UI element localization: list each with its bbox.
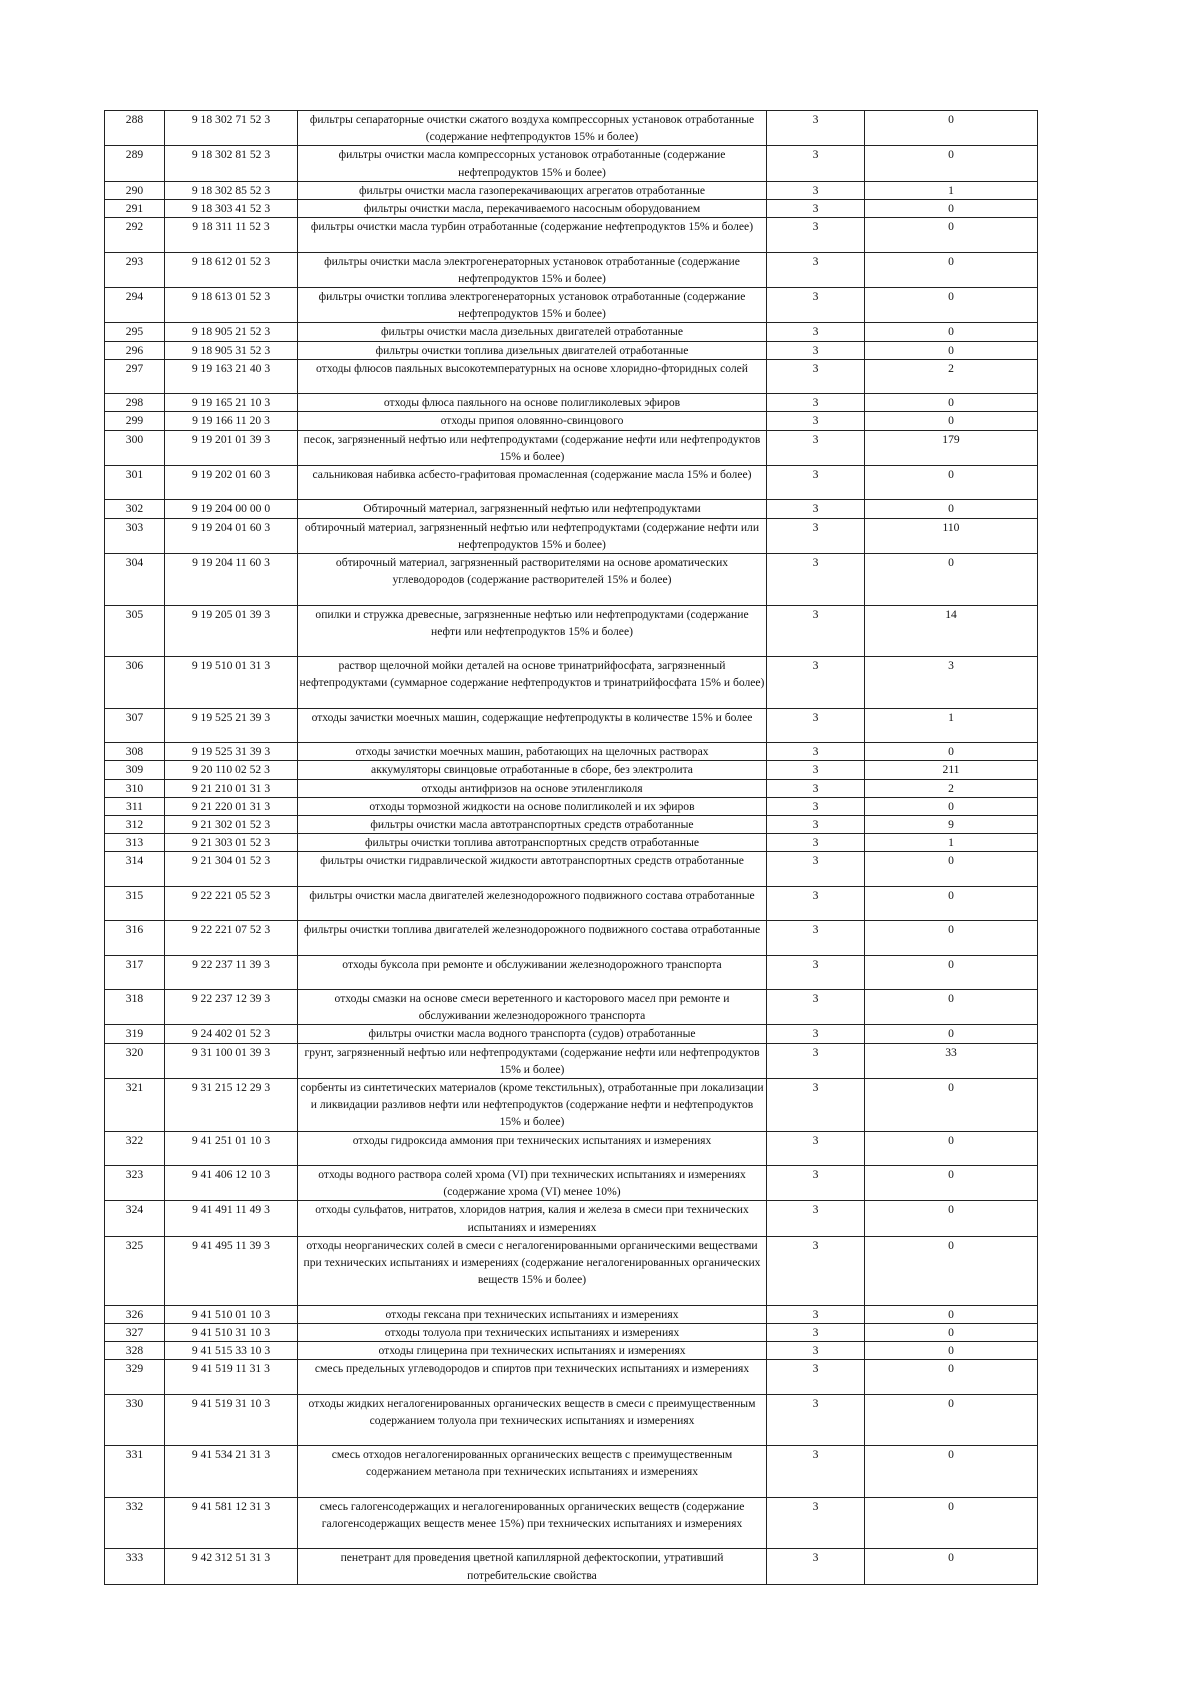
waste-code-cell: 9 19 163 21 40 3: [165, 359, 298, 393]
row-number-cell: 290: [105, 181, 165, 199]
table-row: [105, 989, 1038, 1024]
quantity-cell: 0: [865, 323, 1038, 341]
row-number-cell: 309: [105, 761, 165, 779]
table-row: [105, 708, 1038, 742]
row-number-cell: 324: [105, 1201, 165, 1236]
quantity-cell: 110: [865, 518, 1038, 553]
waste-code-cell: 9 18 311 11 52 3: [165, 218, 298, 252]
quantity-cell: 9: [865, 816, 1038, 834]
quantity-cell: 0: [865, 466, 1038, 500]
quantity-cell: 0: [865, 1025, 1038, 1043]
hazard-class-cell: 3: [767, 288, 865, 323]
quantity-cell: 0: [865, 886, 1038, 920]
waste-name-cell: обтирочный материал, загрязненный растворителями на основе ароматических углеводородов (содержание растворителей 15% и более): [298, 554, 767, 606]
row-number-cell: 327: [105, 1323, 165, 1341]
row-number-cell: 291: [105, 200, 165, 218]
waste-code-cell: 9 22 221 07 52 3: [165, 921, 298, 955]
quantity-cell: 14: [865, 605, 1038, 657]
table-row: [105, 500, 1038, 518]
waste-code-cell: 9 41 519 11 31 3: [165, 1360, 298, 1394]
hazard-class-cell: 3: [767, 1323, 865, 1341]
table-row: [105, 1079, 1038, 1132]
table-row: [105, 886, 1038, 920]
hazard-class-cell: 3: [767, 797, 865, 815]
row-number-cell: 313: [105, 834, 165, 852]
waste-code-cell: 9 19 166 11 20 3: [165, 412, 298, 430]
hazard-class-cell: 3: [767, 1394, 865, 1446]
waste-name-cell: смесь галогенсодержащих и негалогенированных органических веществ (содержание галогенсодержащих веществ менее 15%) при технических испытаниях и измерениях: [298, 1497, 767, 1549]
waste-code-cell: 9 21 303 01 52 3: [165, 834, 298, 852]
table-row: [105, 921, 1038, 955]
waste-code-cell: 9 19 510 01 31 3: [165, 657, 298, 709]
quantity-cell: 0: [865, 341, 1038, 359]
table-row: [105, 657, 1038, 709]
table-row: [105, 1201, 1038, 1236]
quantity-cell: 0: [865, 252, 1038, 287]
row-number-cell: 323: [105, 1166, 165, 1201]
hazard-class-cell: 3: [767, 500, 865, 518]
table-row: [105, 1446, 1038, 1498]
row-number-cell: 322: [105, 1131, 165, 1165]
hazard-class-cell: 3: [767, 779, 865, 797]
hazard-class-cell: 3: [767, 111, 865, 146]
row-number-cell: 296: [105, 341, 165, 359]
row-number-cell: 328: [105, 1342, 165, 1360]
waste-name-cell: фильтры очистки масла, перекачиваемого насосным оборудованием: [298, 200, 767, 218]
row-number-cell: 301: [105, 466, 165, 500]
waste-name-cell: фильтры очистки масла водного транспорта (судов) отработанные: [298, 1025, 767, 1043]
waste-code-cell: 9 21 210 01 31 3: [165, 779, 298, 797]
waste-code-cell: 9 41 510 01 10 3: [165, 1305, 298, 1323]
row-number-cell: 320: [105, 1043, 165, 1078]
hazard-class-cell: 3: [767, 1043, 865, 1078]
row-number-cell: 305: [105, 605, 165, 657]
quantity-cell: 0: [865, 1323, 1038, 1341]
quantity-cell: 0: [865, 1497, 1038, 1549]
hazard-class-cell: 3: [767, 852, 865, 886]
table-row: [105, 252, 1038, 287]
table-row: [105, 852, 1038, 886]
hazard-class-cell: 3: [767, 554, 865, 606]
table-row: [105, 323, 1038, 341]
quantity-cell: 0: [865, 554, 1038, 606]
quantity-cell: 0: [865, 1201, 1038, 1236]
hazard-class-cell: 3: [767, 1305, 865, 1323]
quantity-cell: 0: [865, 989, 1038, 1024]
row-number-cell: 333: [105, 1549, 165, 1584]
waste-code-cell: 9 18 302 85 52 3: [165, 181, 298, 199]
row-number-cell: 330: [105, 1394, 165, 1446]
row-number-cell: 319: [105, 1025, 165, 1043]
waste-table: [104, 110, 1038, 1585]
hazard-class-cell: 3: [767, 1236, 865, 1305]
hazard-class-cell: 3: [767, 1342, 865, 1360]
waste-name-cell: грунт, загрязненный нефтью или нефтепродуктами (содержание нефти или нефтепродуктов 15% и более): [298, 1043, 767, 1078]
hazard-class-cell: 3: [767, 955, 865, 989]
hazard-class-cell: 3: [767, 989, 865, 1024]
waste-code-cell: 9 19 204 01 60 3: [165, 518, 298, 553]
quantity-cell: 0: [865, 852, 1038, 886]
waste-code-cell: 9 31 215 12 29 3: [165, 1079, 298, 1132]
table-row: [105, 359, 1038, 393]
quantity-cell: 0: [865, 1236, 1038, 1305]
row-number-cell: 300: [105, 430, 165, 465]
waste-code-cell: 9 19 205 01 39 3: [165, 605, 298, 657]
waste-name-cell: обтирочный материал, загрязненный нефтью или нефтепродуктами (содержание нефти или нефтепродуктов 15% и более): [298, 518, 767, 553]
quantity-cell: 0: [865, 1446, 1038, 1498]
hazard-class-cell: 3: [767, 146, 865, 181]
waste-code-cell: 9 41 519 31 10 3: [165, 1394, 298, 1446]
waste-code-cell: 9 41 510 31 10 3: [165, 1323, 298, 1341]
table-row: [105, 816, 1038, 834]
waste-name-cell: песок, загрязненный нефтью или нефтепродуктами (содержание нефти или нефтепродуктов 15% и более): [298, 430, 767, 465]
hazard-class-cell: 3: [767, 252, 865, 287]
table-row: [105, 743, 1038, 761]
waste-name-cell: фильтры очистки масла автотранспортных средств отработанные: [298, 816, 767, 834]
waste-name-cell: фильтры очистки масла электрогенераторных установок отработанные (содержание нефтепродуктов 15% и более): [298, 252, 767, 287]
row-number-cell: 318: [105, 989, 165, 1024]
waste-code-cell: 9 18 612 01 52 3: [165, 252, 298, 287]
waste-code-cell: 9 42 312 51 31 3: [165, 1549, 298, 1584]
waste-code-cell: 9 19 204 00 00 0: [165, 500, 298, 518]
hazard-class-cell: 3: [767, 816, 865, 834]
table-row: [105, 834, 1038, 852]
waste-name-cell: отходы неорганических солей в смеси с негалогенированными органическими веществами при технических испытаниях и измерениях (содержание негалогенированных органических веществ 15% и более): [298, 1236, 767, 1305]
waste-code-cell: 9 18 905 31 52 3: [165, 341, 298, 359]
waste-code-cell: 9 41 515 33 10 3: [165, 1342, 298, 1360]
waste-name-cell: фильтры очистки топлива двигателей железнодорожного подвижного состава отработанные: [298, 921, 767, 955]
waste-name-cell: сальниковая набивка асбесто-графитовая промасленная (содержание масла 15% и более): [298, 466, 767, 500]
quantity-cell: 0: [865, 1166, 1038, 1201]
quantity-cell: 0: [865, 1360, 1038, 1394]
hazard-class-cell: 3: [767, 708, 865, 742]
quantity-cell: 211: [865, 761, 1038, 779]
table-row: [105, 1305, 1038, 1323]
waste-name-cell: отходы припоя оловянно-свинцового: [298, 412, 767, 430]
quantity-cell: 0: [865, 1342, 1038, 1360]
hazard-class-cell: 3: [767, 761, 865, 779]
hazard-class-cell: 3: [767, 323, 865, 341]
table-row: [105, 1025, 1038, 1043]
quantity-cell: 0: [865, 288, 1038, 323]
waste-code-cell: 9 18 303 41 52 3: [165, 200, 298, 218]
row-number-cell: 311: [105, 797, 165, 815]
quantity-cell: 0: [865, 743, 1038, 761]
waste-name-cell: фильтры очистки топлива автотранспортных средств отработанные: [298, 834, 767, 852]
table-row: [105, 1323, 1038, 1341]
quantity-cell: 0: [865, 1549, 1038, 1584]
table-row: [105, 412, 1038, 430]
waste-code-cell: 9 41 491 11 49 3: [165, 1201, 298, 1236]
quantity-cell: 0: [865, 797, 1038, 815]
waste-name-cell: пенетрант для проведения цветной капиллярной дефектоскопии, утративший потребительские свойства: [298, 1549, 767, 1584]
waste-name-cell: отходы антифризов на основе этиленгликоля: [298, 779, 767, 797]
row-number-cell: 294: [105, 288, 165, 323]
quantity-cell: 3: [865, 657, 1038, 709]
quantity-cell: 0: [865, 1394, 1038, 1446]
row-number-cell: 312: [105, 816, 165, 834]
row-number-cell: 321: [105, 1079, 165, 1132]
table-row: [105, 797, 1038, 815]
waste-name-cell: отходы смазки на основе смеси веретенного и касторового масел при ремонте и обслуживании железнодорожного транспорта: [298, 989, 767, 1024]
waste-code-cell: 9 21 302 01 52 3: [165, 816, 298, 834]
waste-code-cell: 9 22 221 05 52 3: [165, 886, 298, 920]
quantity-cell: 1: [865, 708, 1038, 742]
row-number-cell: 307: [105, 708, 165, 742]
waste-code-cell: 9 18 302 81 52 3: [165, 146, 298, 181]
quantity-cell: 0: [865, 921, 1038, 955]
row-number-cell: 292: [105, 218, 165, 252]
hazard-class-cell: 3: [767, 1549, 865, 1584]
hazard-class-cell: 3: [767, 341, 865, 359]
table-row: [105, 605, 1038, 657]
hazard-class-cell: 3: [767, 1201, 865, 1236]
waste-code-cell: 9 19 525 31 39 3: [165, 743, 298, 761]
hazard-class-cell: 3: [767, 743, 865, 761]
hazard-class-cell: 3: [767, 1446, 865, 1498]
table-row: [105, 200, 1038, 218]
waste-code-cell: 9 41 534 21 31 3: [165, 1446, 298, 1498]
table-row: [105, 1131, 1038, 1165]
hazard-class-cell: 3: [767, 1497, 865, 1549]
waste-code-cell: 9 41 251 01 10 3: [165, 1131, 298, 1165]
waste-name-cell: отходы флюса паяльного на основе полигликолевых эфиров: [298, 394, 767, 412]
waste-code-cell: 9 19 165 21 10 3: [165, 394, 298, 412]
table-row: [105, 761, 1038, 779]
table-row: [105, 430, 1038, 465]
row-number-cell: 326: [105, 1305, 165, 1323]
table-row: [105, 1166, 1038, 1201]
table-row: [105, 955, 1038, 989]
row-number-cell: 299: [105, 412, 165, 430]
row-number-cell: 308: [105, 743, 165, 761]
table-row: [105, 1360, 1038, 1394]
waste-code-cell: 9 24 402 01 52 3: [165, 1025, 298, 1043]
table-row: [105, 341, 1038, 359]
hazard-class-cell: 3: [767, 359, 865, 393]
waste-name-cell: фильтры очистки масла дизельных двигателей отработанные: [298, 323, 767, 341]
table-row: [105, 1342, 1038, 1360]
quantity-cell: 2: [865, 359, 1038, 393]
waste-name-cell: фильтры очистки гидравлической жидкости автотранспортных средств отработанные: [298, 852, 767, 886]
waste-name-cell: фильтры сепараторные очистки сжатого воздуха компрессорных установок отработанные (содержание нефтепродуктов 15% и более): [298, 111, 767, 146]
row-number-cell: 332: [105, 1497, 165, 1549]
waste-name-cell: фильтры очистки топлива дизельных двигателей отработанные: [298, 341, 767, 359]
table-row: [105, 518, 1038, 553]
hazard-class-cell: 3: [767, 412, 865, 430]
quantity-cell: 33: [865, 1043, 1038, 1078]
row-number-cell: 331: [105, 1446, 165, 1498]
waste-code-cell: 9 21 220 01 31 3: [165, 797, 298, 815]
waste-code-cell: 9 22 237 11 39 3: [165, 955, 298, 989]
table-row: [105, 1236, 1038, 1305]
quantity-cell: 0: [865, 1131, 1038, 1165]
row-number-cell: 304: [105, 554, 165, 606]
waste-code-cell: 9 20 110 02 52 3: [165, 761, 298, 779]
hazard-class-cell: 3: [767, 518, 865, 553]
waste-name-cell: смесь отходов негалогенированных органических веществ с преимущественным содержанием метанола при технических испытаниях и измерениях: [298, 1446, 767, 1498]
waste-name-cell: отходы зачистки моечных машин, содержащие нефтепродукты в количестве 15% и более: [298, 708, 767, 742]
table-row: [105, 1497, 1038, 1549]
waste-name-cell: аккумуляторы свинцовые отработанные в сборе, без электролита: [298, 761, 767, 779]
hazard-class-cell: 3: [767, 834, 865, 852]
waste-code-cell: 9 41 406 12 10 3: [165, 1166, 298, 1201]
quantity-cell: 1: [865, 181, 1038, 199]
table-row: [105, 111, 1038, 146]
waste-name-cell: раствор щелочной мойки деталей на основе тринатрийфосфата, загрязненный нефтепродуктами (суммарное содержание нефтепродуктов и тринатрийфосфата 15% и более): [298, 657, 767, 709]
waste-code-cell: 9 19 202 01 60 3: [165, 466, 298, 500]
waste-name-cell: отходы гидроксида аммония при технических испытаниях и измерениях: [298, 1131, 767, 1165]
waste-code-cell: 9 18 613 01 52 3: [165, 288, 298, 323]
hazard-class-cell: 3: [767, 394, 865, 412]
hazard-class-cell: 3: [767, 657, 865, 709]
quantity-cell: 0: [865, 955, 1038, 989]
hazard-class-cell: 3: [767, 1079, 865, 1132]
hazard-class-cell: 3: [767, 1360, 865, 1394]
waste-name-cell: фильтры очистки масла газоперекачивающих агрегатов отработанные: [298, 181, 767, 199]
row-number-cell: 298: [105, 394, 165, 412]
waste-name-cell: отходы толуола при технических испытаниях и измерениях: [298, 1323, 767, 1341]
quantity-cell: 0: [865, 412, 1038, 430]
row-number-cell: 303: [105, 518, 165, 553]
waste-code-cell: 9 21 304 01 52 3: [165, 852, 298, 886]
row-number-cell: 289: [105, 146, 165, 181]
waste-code-cell: 9 18 905 21 52 3: [165, 323, 298, 341]
quantity-cell: 0: [865, 200, 1038, 218]
hazard-class-cell: 3: [767, 181, 865, 199]
hazard-class-cell: 3: [767, 430, 865, 465]
waste-table-body: [105, 111, 1038, 1585]
quantity-cell: 2: [865, 779, 1038, 797]
row-number-cell: 306: [105, 657, 165, 709]
hazard-class-cell: 3: [767, 921, 865, 955]
waste-code-cell: 9 19 525 21 39 3: [165, 708, 298, 742]
waste-name-cell: отходы тормозной жидкости на основе полигликолей и их эфиров: [298, 797, 767, 815]
document-page: [104, 110, 1037, 1585]
hazard-class-cell: 3: [767, 886, 865, 920]
table-row: [105, 288, 1038, 323]
quantity-cell: 0: [865, 500, 1038, 518]
row-number-cell: 315: [105, 886, 165, 920]
hazard-class-cell: 3: [767, 1131, 865, 1165]
hazard-class-cell: 3: [767, 1166, 865, 1201]
row-number-cell: 295: [105, 323, 165, 341]
waste-code-cell: 9 18 302 71 52 3: [165, 111, 298, 146]
waste-name-cell: отходы сульфатов, нитратов, хлоридов натрия, калия и железа в смеси при технических испытаниях и измерениях: [298, 1201, 767, 1236]
waste-code-cell: 9 31 100 01 39 3: [165, 1043, 298, 1078]
table-row: [105, 466, 1038, 500]
waste-code-cell: 9 22 237 12 39 3: [165, 989, 298, 1024]
waste-code-cell: 9 19 201 01 39 3: [165, 430, 298, 465]
table-row: [105, 554, 1038, 606]
table-row: [105, 1549, 1038, 1584]
waste-code-cell: 9 41 581 12 31 3: [165, 1497, 298, 1549]
hazard-class-cell: 3: [767, 605, 865, 657]
row-number-cell: 293: [105, 252, 165, 287]
waste-name-cell: опилки и стружка древесные, загрязненные нефтью или нефтепродуктами (содержание нефти или нефтепродуктов 15% и более): [298, 605, 767, 657]
row-number-cell: 314: [105, 852, 165, 886]
waste-name-cell: фильтры очистки масла компрессорных установок отработанные (содержание нефтепродуктов 15% и более): [298, 146, 767, 181]
row-number-cell: 302: [105, 500, 165, 518]
row-number-cell: 325: [105, 1236, 165, 1305]
waste-name-cell: отходы водного раствора солей хрома (VI) при технических испытаниях и измерениях (содержание хрома (VI) менее 10%): [298, 1166, 767, 1201]
row-number-cell: 329: [105, 1360, 165, 1394]
waste-name-cell: Обтирочный материал, загрязненный нефтью или нефтепродуктами: [298, 500, 767, 518]
quantity-cell: 0: [865, 394, 1038, 412]
quantity-cell: 0: [865, 1305, 1038, 1323]
row-number-cell: 288: [105, 111, 165, 146]
quantity-cell: 0: [865, 146, 1038, 181]
table-row: [105, 1394, 1038, 1446]
quantity-cell: 0: [865, 1079, 1038, 1132]
waste-name-cell: отходы глицерина при технических испытаниях и измерениях: [298, 1342, 767, 1360]
hazard-class-cell: 3: [767, 218, 865, 252]
table-row: [105, 779, 1038, 797]
quantity-cell: 179: [865, 430, 1038, 465]
waste-name-cell: отходы зачистки моечных машин, работающих на щелочных растворах: [298, 743, 767, 761]
waste-name-cell: отходы буксола при ремонте и обслуживании железнодорожного транспорта: [298, 955, 767, 989]
hazard-class-cell: 3: [767, 466, 865, 500]
table-row: [105, 181, 1038, 199]
waste-name-cell: фильтры очистки топлива электрогенераторных установок отработанные (содержание нефтепродуктов 15% и более): [298, 288, 767, 323]
quantity-cell: 0: [865, 111, 1038, 146]
waste-name-cell: отходы гексана при технических испытаниях и измерениях: [298, 1305, 767, 1323]
table-row: [105, 146, 1038, 181]
table-row: [105, 1043, 1038, 1078]
row-number-cell: 297: [105, 359, 165, 393]
quantity-cell: 1: [865, 834, 1038, 852]
quantity-cell: 0: [865, 218, 1038, 252]
hazard-class-cell: 3: [767, 1025, 865, 1043]
hazard-class-cell: 3: [767, 200, 865, 218]
waste-name-cell: сорбенты из синтетических материалов (кроме текстильных), отработанные при локализации и ликвидации разливов нефти или нефтепродуктов (содержание нефти и нефтепродуктов 15% и более): [298, 1079, 767, 1132]
waste-code-cell: 9 19 204 11 60 3: [165, 554, 298, 606]
waste-name-cell: фильтры очистки масла двигателей железнодорожного подвижного состава отработанные: [298, 886, 767, 920]
row-number-cell: 317: [105, 955, 165, 989]
row-number-cell: 310: [105, 779, 165, 797]
table-row: [105, 218, 1038, 252]
row-number-cell: 316: [105, 921, 165, 955]
waste-name-cell: смесь предельных углеводородов и спиртов при технических испытаниях и измерениях: [298, 1360, 767, 1394]
waste-name-cell: фильтры очистки масла турбин отработанные (содержание нефтепродуктов 15% и более): [298, 218, 767, 252]
waste-code-cell: 9 41 495 11 39 3: [165, 1236, 298, 1305]
waste-name-cell: отходы флюсов паяльных высокотемпературных на основе хлоридно-фторидных солей: [298, 359, 767, 393]
table-row: [105, 394, 1038, 412]
waste-name-cell: отходы жидких негалогенированных органических веществ в смеси с преимущественным содержанием толуола при технических испытаниях и измерениях: [298, 1394, 767, 1446]
